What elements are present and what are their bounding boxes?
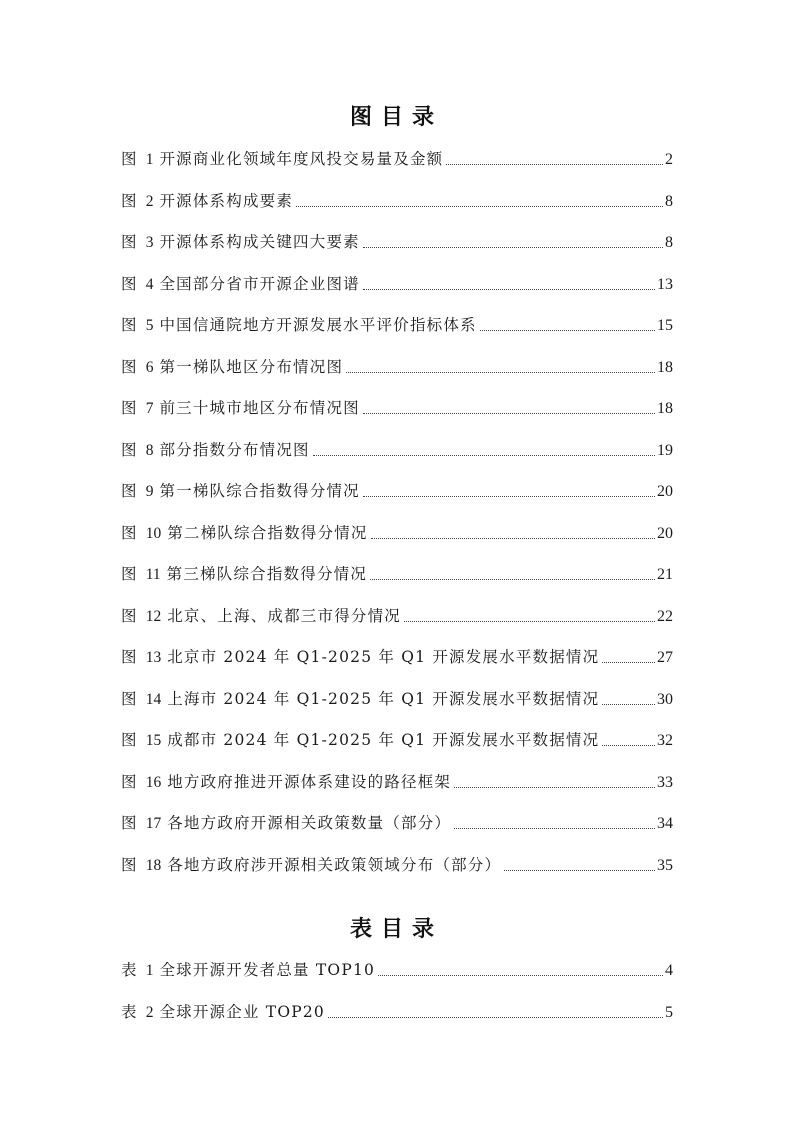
toc-entry-title: 开源商业化领域年度风投交易量及金额 — [159, 150, 444, 168]
toc-entry-label — [121, 606, 401, 627]
toc-entry-label — [121, 564, 367, 585]
toc-entry-title: 成都市 2024 年 Q1-2025 年 Q1 开源发展水平数据情况 — [167, 731, 600, 749]
figure-entry[interactable] — [121, 395, 673, 419]
toc-entry-number: 17 — [145, 815, 162, 832]
toc-entry-number: 1 — [145, 962, 154, 979]
dot-leader — [602, 661, 655, 663]
toc-entry-title: 部分指数分布情况图 — [159, 440, 310, 459]
toc-entry-page: 13 — [657, 275, 673, 293]
figure-entry[interactable] — [121, 271, 673, 295]
dot-leader — [363, 495, 655, 497]
toc-entry-label — [121, 772, 451, 793]
toc-entry-title: 第三梯队综合指数得分情况 — [166, 565, 368, 583]
toc-entry-number: 4 — [145, 275, 154, 293]
toc-entry-prefix: 图 — [121, 191, 138, 210]
dot-leader — [328, 1016, 663, 1018]
toc-entry-title: 第一梯队地区分布情况图 — [159, 357, 344, 376]
figure-entry[interactable] — [121, 188, 673, 212]
toc-entry-title: 上海市 2024 年 Q1-2025 年 Q1 开源发展水平数据情况 — [167, 689, 600, 708]
toc-entry-number: 15 — [145, 732, 162, 749]
toc-entry-title: 北京、上海、成都三市得分情况 — [167, 606, 402, 625]
toc-entry-title: 全球开源开发者总量 TOP10 — [159, 961, 376, 979]
figure-entry[interactable] — [121, 229, 673, 253]
toc-entry-prefix: 图 — [121, 482, 138, 500]
dot-leader — [454, 827, 655, 829]
toc-entry-title: 各地方政府涉开源相关政策领域分布（部分） — [167, 855, 502, 874]
toc-entry-title: 各地方政府开源相关政策数量（部分） — [167, 814, 452, 832]
toc-entry-title: 第一梯队综合指数得分情况 — [159, 482, 360, 500]
toc-entry-number: 6 — [145, 358, 154, 376]
toc-entry-label — [121, 960, 375, 981]
dot-leader — [404, 620, 655, 622]
toc-entry-label — [121, 357, 343, 378]
toc-entry-label — [121, 274, 360, 295]
toc-entry-label — [121, 315, 477, 336]
toc-entry-prefix: 图 — [121, 565, 138, 583]
toc-entry-page: 2 — [665, 151, 673, 168]
toc-entry-number: 5 — [145, 317, 154, 334]
toc-entry-prefix: 图 — [121, 648, 138, 666]
dot-leader — [602, 703, 655, 705]
toc-entry-page: 4 — [665, 962, 673, 979]
toc-entry-label — [121, 149, 443, 170]
figure-entry[interactable] — [121, 603, 673, 627]
dot-leader — [296, 205, 663, 207]
toc-entry-prefix: 图 — [121, 440, 138, 459]
figure-entry[interactable] — [121, 727, 673, 751]
toc-entry-number: 8 — [145, 441, 154, 459]
toc-entry-page: 20 — [657, 524, 673, 542]
figure-entry[interactable] — [121, 478, 673, 502]
toc-entry-label — [121, 730, 599, 751]
toc-entry-page: 15 — [657, 317, 673, 334]
figure-entry[interactable] — [121, 769, 673, 793]
toc-entry-page: 30 — [657, 690, 673, 708]
table-entry[interactable] — [121, 999, 673, 1023]
toc-entry-title: 北京市 2024 年 Q1-2025 年 Q1 开源发展水平数据情况 — [167, 648, 600, 666]
toc-entry-title: 全球开源企业 TOP20 — [159, 1002, 325, 1021]
toc-entry-prefix: 图 — [121, 689, 138, 708]
toc-entry-title: 地方政府推进开源体系建设的路径框架 — [167, 772, 452, 791]
toc-entry-number: 1 — [145, 151, 154, 168]
toc-entry-number: 2 — [145, 1003, 154, 1021]
toc-entry-label — [121, 1002, 325, 1023]
table-entry[interactable] — [121, 957, 673, 981]
toc-entry-prefix: 图 — [121, 399, 138, 417]
toc-entry-label — [121, 813, 451, 834]
toc-entry-label — [121, 232, 360, 253]
toc-entry-prefix: 图 — [121, 150, 138, 168]
figure-entry[interactable] — [121, 354, 673, 378]
toc-entry-page: 18 — [657, 400, 673, 417]
toc-entry-label — [121, 689, 599, 710]
toc-entry-number: 12 — [145, 607, 162, 625]
figure-list-title: 图目录 — [349, 105, 443, 130]
toc-entry-title: 开源体系构成关键四大要素 — [159, 233, 360, 251]
toc-entry-title: 中国信通院地方开源发展水平评价指标体系 — [159, 316, 477, 334]
dot-leader — [446, 163, 663, 165]
toc-entry-title: 前三十城市地区分布情况图 — [159, 399, 360, 417]
figure-entry[interactable] — [121, 561, 673, 585]
figure-entry[interactable] — [121, 644, 673, 668]
toc-entry-number: 16 — [145, 773, 162, 791]
dot-leader — [346, 371, 655, 373]
toc-entry-label — [121, 398, 360, 419]
dot-leader — [363, 288, 655, 290]
toc-entry-page: 27 — [657, 649, 673, 666]
figure-entry[interactable] — [121, 437, 673, 461]
toc-entry-label — [121, 191, 293, 212]
toc-entry-number: 11 — [145, 566, 161, 583]
toc-entry-label — [121, 481, 360, 502]
dot-leader — [504, 869, 655, 871]
toc-entry-page: 19 — [657, 441, 673, 459]
toc-entry-page: 5 — [665, 1003, 673, 1021]
figure-entry[interactable] — [121, 852, 673, 876]
figure-entry[interactable] — [121, 810, 673, 834]
toc-entry-prefix: 图 — [121, 606, 138, 625]
toc-entry-label — [121, 523, 368, 544]
toc-entry-prefix: 图 — [121, 772, 138, 791]
toc-entry-prefix: 图 — [121, 855, 138, 874]
toc-entry-label — [121, 440, 310, 461]
toc-entry-title: 开源体系构成要素 — [159, 191, 294, 210]
dot-leader — [378, 974, 663, 976]
toc-entry-number: 13 — [145, 649, 162, 666]
toc-entry-page: 8 — [665, 192, 673, 210]
toc-entry-prefix: 图 — [121, 731, 138, 749]
dot-leader — [363, 246, 663, 248]
toc-entry-prefix: 图 — [121, 274, 138, 293]
toc-entry-page: 22 — [657, 607, 673, 625]
toc-entry-prefix: 图 — [121, 233, 138, 251]
toc-entry-number: 2 — [145, 192, 154, 210]
toc-entry-prefix: 图 — [121, 316, 138, 334]
toc-entry-number: 7 — [145, 400, 154, 417]
dot-leader — [454, 786, 655, 788]
toc-entry-title: 全国部分省市开源企业图谱 — [159, 274, 360, 293]
toc-entry-number: 18 — [145, 856, 162, 874]
toc-entry-prefix: 图 — [121, 357, 138, 376]
toc-entry-page: 33 — [657, 773, 673, 791]
toc-entry-number: 10 — [145, 524, 162, 542]
toc-entry-page: 8 — [665, 234, 673, 251]
dot-leader — [363, 412, 655, 414]
toc-entry-page: 18 — [657, 358, 673, 376]
toc-entry-number: 9 — [145, 483, 154, 500]
toc-entry-title: 第二梯队综合指数得分情况 — [167, 523, 368, 542]
figure-entry[interactable] — [121, 520, 673, 544]
toc-entry-label — [121, 647, 599, 668]
dot-leader — [371, 537, 655, 539]
toc-entry-prefix: 表 — [121, 961, 138, 979]
dot-leader — [480, 329, 655, 331]
toc-entry-page: 34 — [657, 815, 673, 832]
figure-entry[interactable] — [121, 146, 673, 170]
toc-entry-prefix: 表 — [121, 1002, 138, 1021]
toc-entry-prefix: 图 — [121, 814, 138, 832]
toc-entry-number: 14 — [145, 690, 162, 708]
dot-leader — [313, 454, 655, 456]
toc-entry-page: 20 — [657, 483, 673, 500]
toc-entry-page: 21 — [657, 566, 673, 583]
figure-entry[interactable] — [121, 312, 673, 336]
toc-entry-label — [121, 855, 501, 876]
dot-leader — [370, 578, 655, 580]
figure-entry[interactable] — [121, 686, 673, 710]
dot-leader — [602, 744, 655, 746]
toc-entry-page: 35 — [657, 856, 673, 874]
toc-entry-page: 32 — [657, 732, 673, 749]
toc-entry-prefix: 图 — [121, 523, 138, 542]
table-list-title: 表目录 — [349, 917, 443, 942]
toc-entry-number: 3 — [145, 234, 154, 251]
